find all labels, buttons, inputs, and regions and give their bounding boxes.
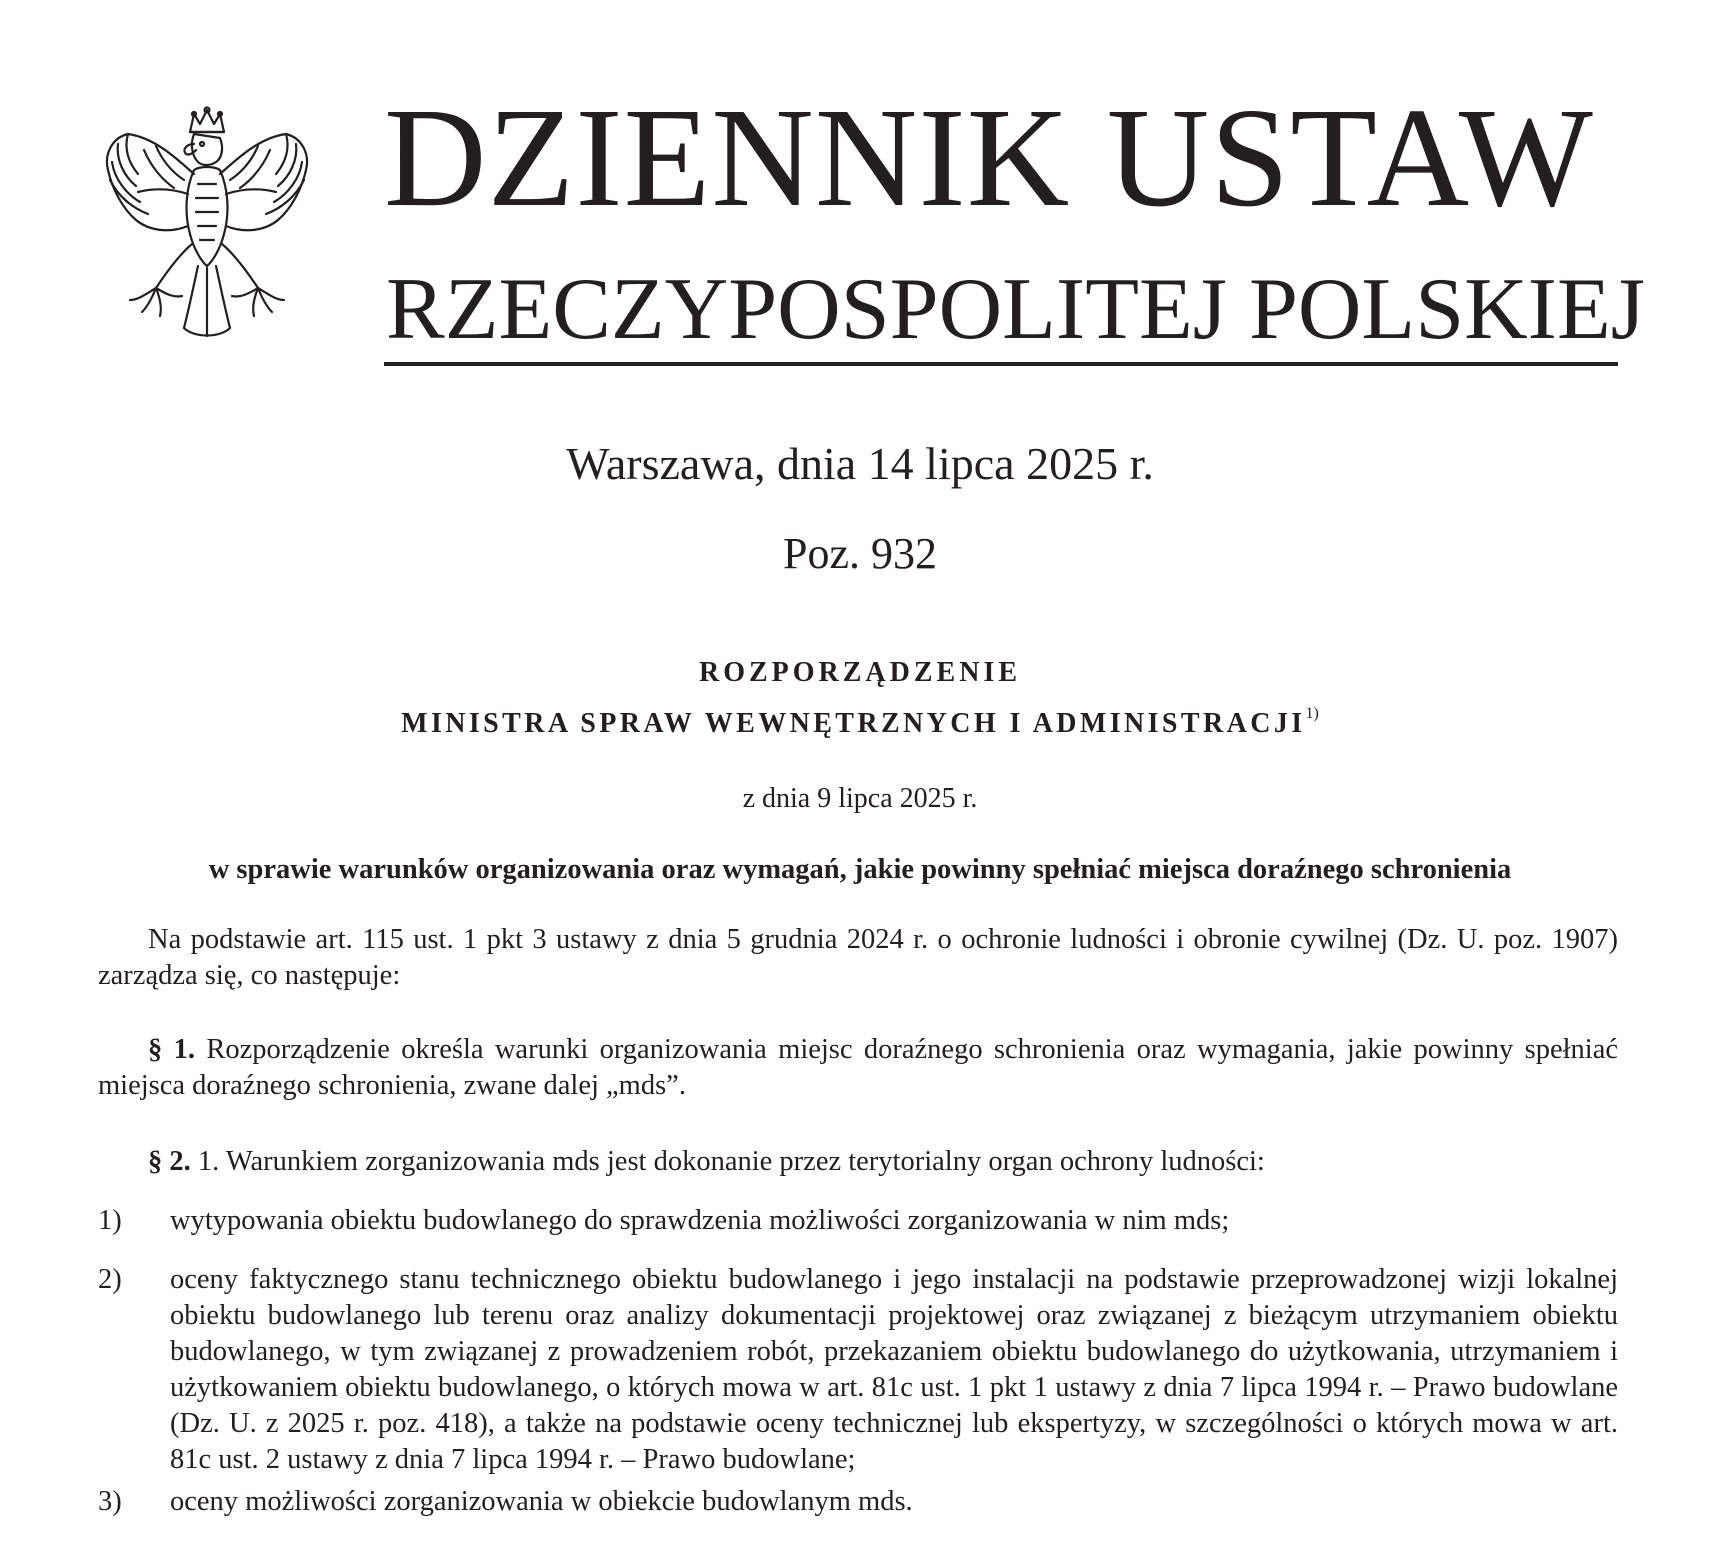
- masthead-title-line1: DZIENNIK USTAW: [384, 78, 1594, 236]
- act-issuer-text: MINISTRA SPRAW WEWNĘTRZNYCH I ADMINISTRACJI: [401, 708, 1306, 739]
- act-issuer: [0, 706, 1720, 738]
- act-date: z dnia 9 lipca 2025 r.: [742, 783, 978, 814]
- section-2-intro: [98, 1144, 1618, 1180]
- preamble: Na podstawie art. 115 ust. 1 pkt 3 ustawy z dnia 5 grudnia 2024 r. o ochronie ludności i obronie cywilnej (Dz. U. poz. 1907) zarządza się, co następuje:: [98, 924, 1618, 991]
- list-item-number: 2): [98, 1264, 122, 1295]
- issue-position: Poz. 932: [783, 529, 937, 578]
- list-item-number: 1): [98, 1205, 122, 1236]
- list-item-text: wytypowania obiektu budowlanego do sprawdzenia możliwości zorganizowania w nim mds;: [170, 1205, 1230, 1236]
- list-item-text: oceny możliwości zorganizowania w obiekcie budowlanym mds.: [170, 1486, 913, 1517]
- section-1-mark: § 1.: [148, 1034, 195, 1065]
- section-1: [98, 1032, 1618, 1104]
- section-2-text: 1. Warunkiem zorganizowania mds jest dokonanie przez terytorialny organ ochrony ludności:: [197, 1146, 1265, 1177]
- masthead-rule: [384, 362, 1618, 366]
- list-item-text: oceny faktycznego stanu technicznego obiektu budowlanego i jego instalacji na podstawie przeprowadzonej wizji lokalnej obiektu budowlanego lub terenu oraz analizy dokumentacji projektowej oraz związanej z bieżącym utrzymaniem obiektu budowlanego, w tym związanej z prowadzeniem robót, przekazaniem obiektu budowlanego do użytkowania, utrzymaniem i użytkowaniem obiektu budowlanego, o których mowa w art. 81c ust. 1 pkt 1 ustawy z dnia 7 lipca 1994 r. – Prawo budowlane (Dz. U. z 2025 r. poz. 418), a także na podstawie oceny technicznej lub ekspertyzy, w szczególności o których mowa w art. 81c ust. 2 ustawy z dnia 7 lipca 1994 r. – Prawo budowlane;: [170, 1264, 1618, 1475]
- polish-eagle-emblem: [98, 104, 316, 344]
- footnote-ref[interactable]: 1): [1305, 705, 1319, 722]
- act-type: ROZPORZĄDZENIE: [698, 657, 1022, 688]
- act-subject: w sprawie warunków organizowania oraz wymagań, jakie powinny spełniać miejsca doraźnego schronienia: [208, 854, 1512, 885]
- masthead-title-line2: RZECZYPOSPOLITEJ POLSKIEJ: [386, 261, 1645, 358]
- list-item-number: 3): [98, 1486, 122, 1517]
- section-1-text: Rozporządzenie określa warunki organizowania miejsc doraźnego schronienia oraz wymagania, jakie powinny spełniać miejsca doraźnego schronienia, zwane dalej „mds”.: [98, 1034, 1619, 1101]
- issue-place-date: Warszawa, dnia 14 lipca 2025 r.: [566, 438, 1154, 489]
- section-2-mark: § 2.: [148, 1146, 191, 1177]
